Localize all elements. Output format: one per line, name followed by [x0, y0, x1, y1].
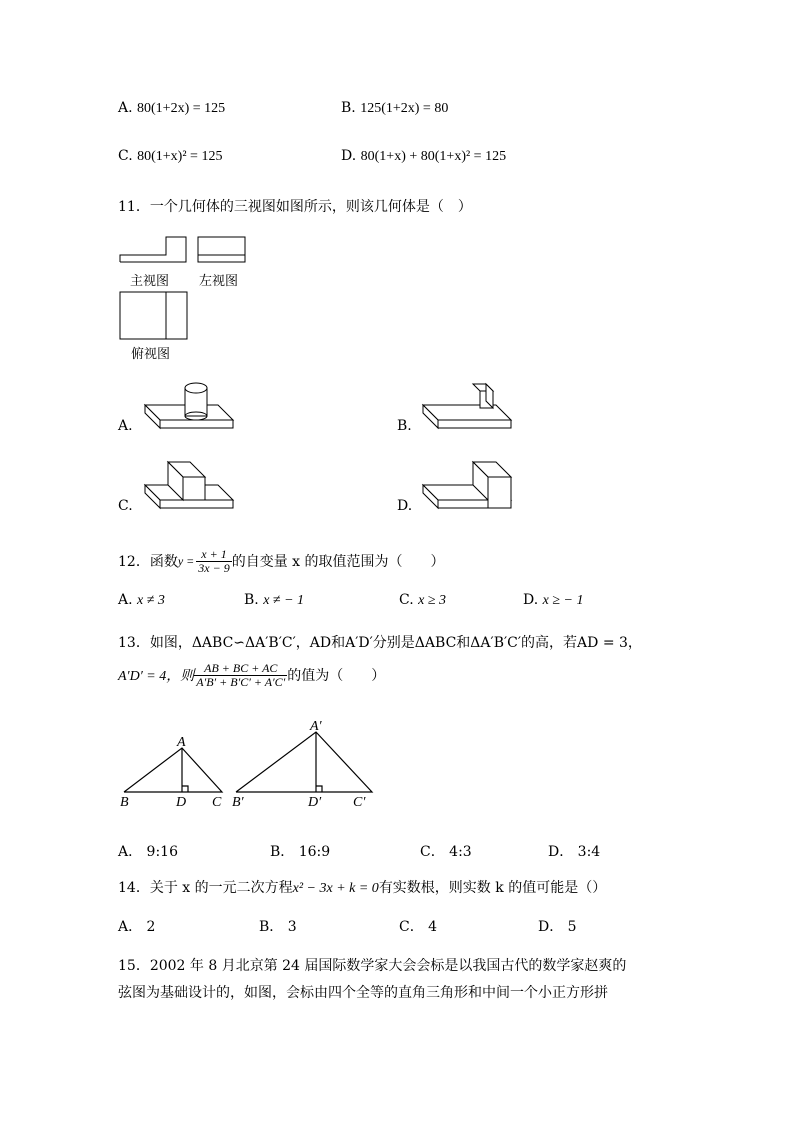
q11-option-b: B. — [397, 418, 412, 434]
q10-option-d: D. 80(1+x) + 80(1+x)² = 125 — [341, 148, 507, 164]
label-b-prime: B′ — [232, 795, 244, 810]
label-d-prime: D′ — [308, 795, 322, 810]
label-c-prime: C′ — [353, 795, 366, 810]
q10-option-b-expr: 125(1+2x) = 80 — [360, 101, 449, 116]
q14-stem: 14．关于 x 的一元二次方程x² − 3x + k = 0有实数根，则实数 k 的值可能是（） — [118, 880, 607, 896]
q12-option-a: A. x ≠ 3 — [118, 592, 165, 608]
q12-option-b: B. x ≠ − 1 — [244, 592, 305, 608]
q15-stem-line2: 弦图为基础设计的，如图，会标由四个全等的直角三角形和中间一个小正方形拼 — [118, 985, 608, 1001]
q14-option-b: B． 3 — [259, 919, 297, 935]
q11-option-d: D. — [397, 498, 413, 514]
q14-equation: x² − 3x + k = 0 — [292, 881, 379, 896]
q11-stem: 11．一个几何体的三视图如图所示，则该几何体是（ ） — [118, 199, 472, 215]
q11-option-c: C. — [118, 498, 133, 514]
q14-option-a: A． 2 — [118, 919, 156, 935]
q10-option-d-expr: 80(1+x) + 80(1+x)² = 125 — [360, 149, 507, 164]
q10-option-a: A. 80(1+2x) = 125 — [118, 100, 226, 116]
q14-option-d: D． 5 — [538, 919, 577, 935]
front-view-label: 主视图 — [130, 274, 170, 289]
q13-option-a: A． 9:16 — [118, 844, 178, 860]
label-d: D — [176, 795, 187, 810]
q13-option-b: B． 16:9 — [270, 844, 331, 860]
label-b: B — [120, 795, 129, 810]
label-c: C — [212, 795, 222, 810]
label-a-prime: A′ — [310, 719, 322, 734]
q10-option-a-expr: 80(1+2x) = 125 — [137, 101, 226, 116]
q12-stem: 12．函数 y = $\frac{x + 1}{3x - 9}$ 的自变量 x 的取值范围为（ ） — [118, 546, 445, 575]
q13-stem-line1: 13．如图，ΔABC∽ΔA′B′C′，AD和A′D′分别是ΔABC和ΔA′B′C′的高，若AD = 3， — [118, 635, 642, 651]
left-view-label: 左视图 — [199, 274, 239, 289]
q10-option-c: C. 80(1+x)² = 125 — [118, 148, 223, 164]
q12-fraction: $\frac{x + 1}{3x - 9}$ — [198, 546, 230, 575]
q12-option-c: C. x ≥ 3 — [399, 592, 447, 608]
q13-option-c: C． 4:3 — [420, 844, 472, 860]
q10-option-c-expr: 80(1+x)² = 125 — [137, 149, 223, 164]
q10-option-b: B. 125(1+2x) = 80 — [341, 100, 449, 116]
top-view-label: 俯视图 — [131, 347, 171, 362]
q14-option-c: C． 4 — [399, 919, 438, 935]
q13-stem-line2: A′D′ = 4，则 $\frac{AB + BC + AC}{A'B' + B'C' + A'C'}$ 的值为（ ） — [118, 660, 386, 689]
q15-stem-line1: 15．2002 年 8 月北京第 24 届国际数学家大会会标是以我国古代的数学家赵爽的 — [118, 958, 627, 974]
q12-option-d: D. x ≥ − 1 — [523, 592, 584, 608]
q11-option-a: A. — [118, 418, 133, 434]
q13-fraction: $\frac{AB + BC + AC}{A'B' + B'C' + A'C'}$ — [196, 660, 286, 689]
label-a: A — [177, 735, 186, 750]
q13-option-d: D． 3:4 — [548, 844, 601, 860]
